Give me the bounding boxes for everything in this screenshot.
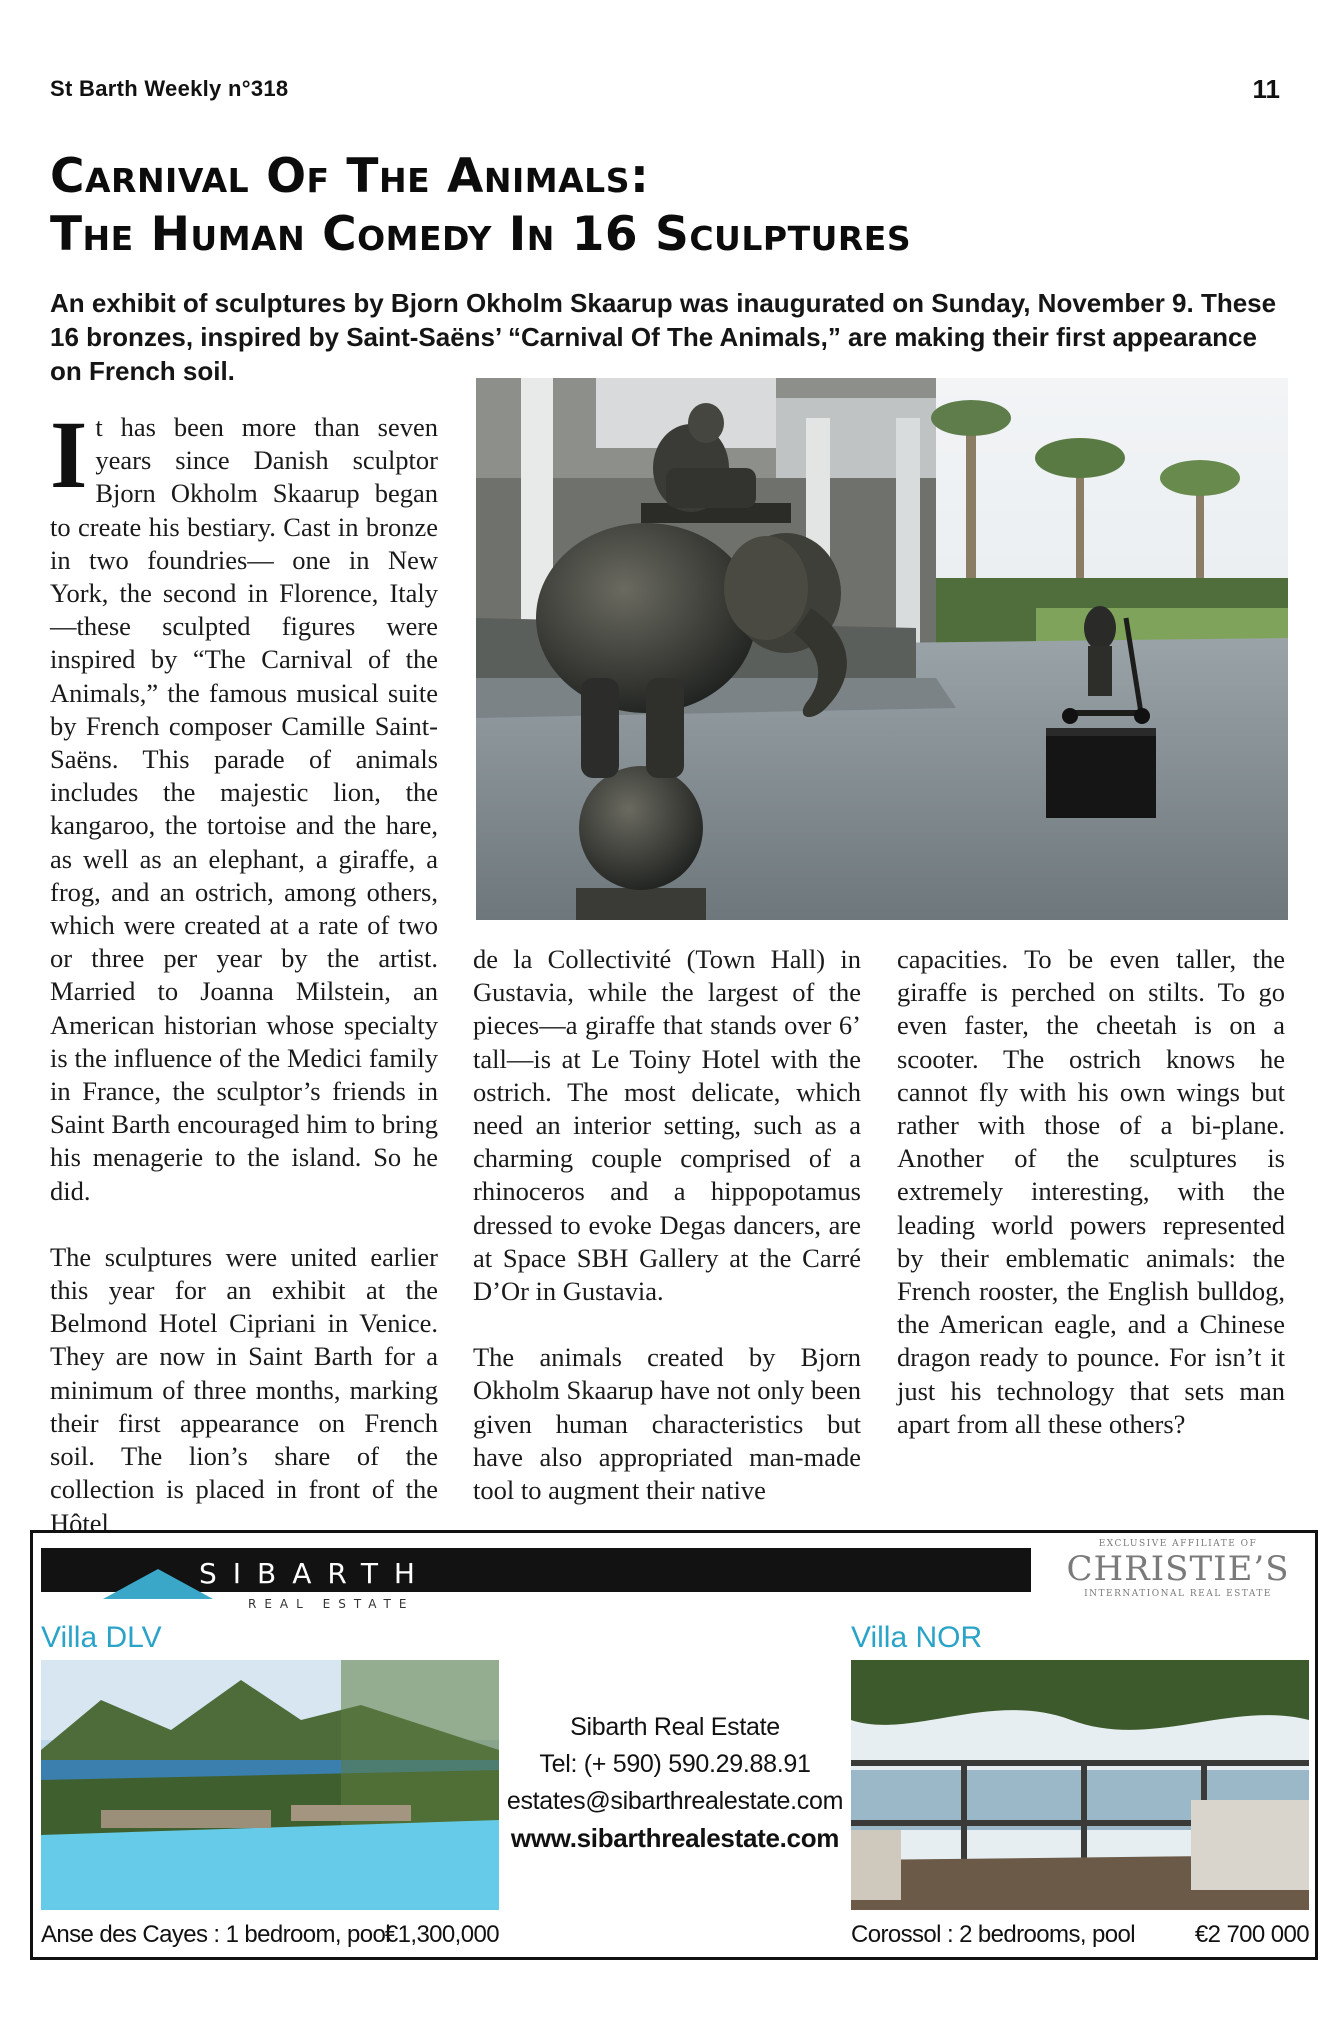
publication-name: St Barth Weekly n°318: [50, 76, 289, 101]
affiliate-subtitle: INTERNATIONAL REAL ESTATE: [1084, 1589, 1272, 1599]
villa-1-caption: [41, 1921, 499, 1949]
sibarth-logo-text: SIBARTH: [199, 1557, 431, 1590]
paragraph: The animals created by Bjorn Okholm Skaarup have not only been given human characteristics but have also appropriated man-made tool to augment their native: [473, 1342, 861, 1506]
real-estate-ad: [30, 1530, 1318, 1960]
villa-2-price: €2 700 000: [1194, 1921, 1309, 1948]
drop-cap: I: [50, 401, 88, 508]
sibarth-logo-subtext: REAL ESTATE: [248, 1597, 415, 1611]
villa-2-name: Villa NOR: [851, 1621, 983, 1654]
page-number: 11: [1252, 74, 1280, 104]
villa-2-description: Corossol : 2 bedrooms, pool: [851, 1921, 1135, 1948]
christies-logo: [1053, 1539, 1303, 1599]
villa-1-price: €1,300,000: [384, 1921, 499, 1948]
paragraph: The sculptures were united earlier this year for an exhibit at the Belmond Hotel Cipriani in Venice. They are now in Saint Barth for a minimum of three months, marking their first appearance on French soil. The lion’s share of the collection is placed in front of the Hôtel: [50, 1241, 438, 1538]
villa-1-name: Villa DLV: [41, 1621, 162, 1654]
article-title: [50, 148, 1290, 264]
article-column-2: [473, 943, 861, 1507]
article-column-3: [897, 943, 1285, 1441]
paragraph: capacities. To be even taller, the giraffe is perched on stilts. To go even faster, the cheetah is on a scooter. The ostrich knows he cannot fly with his own wings but rather with those of a bi-plane. Another of the sculptures is extremely interesting, with the leading world powers represented by their emblematic animals: the French rooster, the English bulldog, the American eagle, and a Chinese dragon ready to pounce. For isn’t it just his technology that sets man apart from all these others?: [897, 944, 1285, 1439]
article-intro: An exhibit of sculptures by Bjorn Okholm Skaarup was inaugurated on Sunday, November 9. These 16 bronzes, inspired by Saint-Saëns’ “Carnival Of The Animals,” are making their first appearance on French soil.: [50, 288, 1277, 386]
affiliate-label: EXCLUSIVE AFFILIATE OF: [1098, 1539, 1258, 1549]
title-line-1: Carnival Of The Animals:: [50, 149, 650, 204]
villa-1-description: Anse des Cayes : 1 bedroom, pool: [41, 1921, 391, 1948]
website-link: www.sibarthrealestate.com: [510, 1823, 840, 1853]
sibarth-logo-icon: [103, 1569, 213, 1599]
villa-1-photo: [41, 1660, 499, 1910]
villa-2-photo: [851, 1660, 1309, 1910]
paragraph: de la Collectivité (Town Hall) in Gustavia, while the largest of the pieces—a giraffe that stands over 6’ tall—is at Le Toiny Hotel with the ostrich. The most delicate, which need an interior setting, such as a charming couple comprised of a rhinoceros and a hippopotamus dressed to evoke Degas dancers, are at Space SBH Gallery at the Carré D’Or in Gustavia.: [473, 944, 861, 1307]
villa-2-caption: [851, 1921, 1309, 1949]
email-address: estates@sibarthrealestate.com: [506, 1787, 844, 1815]
title-line-2: The Human Comedy In 16 Sculptures: [50, 207, 912, 262]
article-column-1: [50, 401, 438, 1540]
paragraph: It has been more than seven years since Danish sculptor Bjorn Okholm Skaarup began to create his bestiary. Cast in bronze in two foundries— one in New York, the second in Florence, Italy—these sculpted figures were inspired by “The Carnival of the Animals,” the famous musical suite by French composer Camille Saint-Saëns. This parade of animals includes the majestic lion, the kangaroo, the tortoise and the hare, as well as an elephant, a giraffe, a frog, and an ostrich, among others, which were created at a rate of two or three per year by the artist. Married to Joanna Milstein, an American historian whose specialty is the influence of the Medici family in France, the sculptor’s friends in Saint Barth encouraged him to bring his menagerie to the island. So he did.: [50, 401, 438, 1206]
contact-block: [505, 1709, 845, 1857]
sculpture-photo: [476, 378, 1288, 920]
affiliate-name: CHRISTIE’S: [1066, 1549, 1290, 1589]
company-name: Sibarth Real Estate: [570, 1713, 780, 1741]
phone-number: Tel: (+ 590) 590.29.88.91: [539, 1750, 811, 1778]
